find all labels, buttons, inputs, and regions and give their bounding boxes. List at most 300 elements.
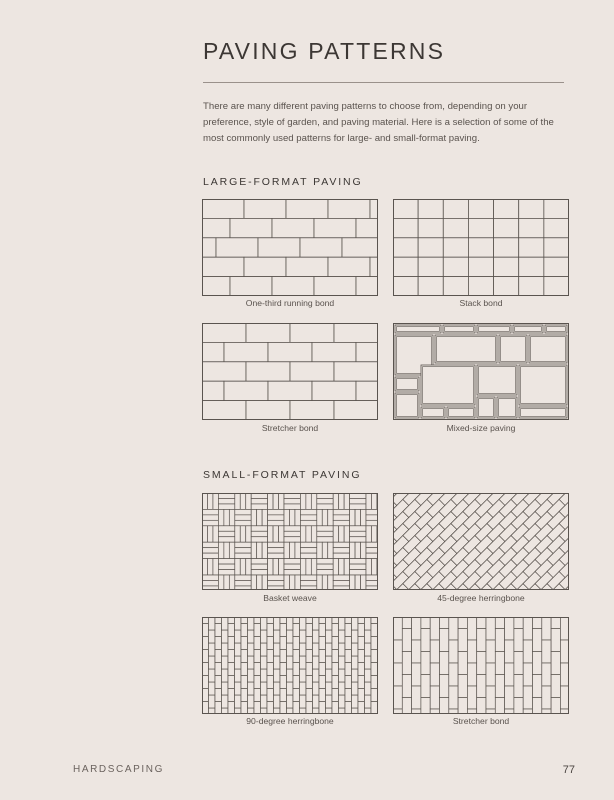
paver <box>228 689 235 702</box>
paver <box>218 537 234 542</box>
paver <box>544 238 569 257</box>
paver <box>370 199 378 218</box>
paver <box>365 656 372 669</box>
paver <box>235 515 251 520</box>
paver <box>393 257 418 276</box>
paver <box>366 520 378 525</box>
paver <box>235 617 242 630</box>
paver <box>326 656 333 669</box>
paver <box>246 493 251 509</box>
paver <box>202 218 230 237</box>
paver <box>268 520 284 525</box>
paver <box>280 650 287 663</box>
paver <box>257 542 262 558</box>
paver <box>284 564 300 569</box>
mixed-size-paving-caption: Mixed-size paving <box>446 423 516 433</box>
paver <box>358 702 365 715</box>
paver <box>230 218 272 237</box>
paver <box>319 689 326 702</box>
paver <box>290 401 334 420</box>
paver <box>300 617 307 630</box>
paver <box>339 656 346 669</box>
paver <box>418 238 443 257</box>
paver <box>328 509 333 525</box>
paver <box>254 702 261 715</box>
paver <box>468 218 493 237</box>
paver <box>443 277 468 296</box>
paver <box>284 531 300 536</box>
herringbone-90-caption: 90-degree herringbone <box>246 716 334 726</box>
paver <box>350 564 366 569</box>
paver <box>235 643 242 656</box>
paver <box>235 656 242 669</box>
paver <box>393 663 402 686</box>
paver <box>202 277 230 296</box>
paver <box>246 362 290 381</box>
paver <box>333 575 349 580</box>
paver <box>314 218 356 237</box>
paver <box>443 325 475 333</box>
paver <box>312 342 356 361</box>
paver <box>284 575 289 590</box>
paver <box>519 257 544 276</box>
paver <box>202 257 244 276</box>
paver <box>402 629 411 652</box>
basket-weave-caption: Basket weave <box>263 593 317 603</box>
paver <box>306 702 313 715</box>
paver <box>261 617 268 630</box>
paver <box>280 637 287 650</box>
paver <box>209 695 216 708</box>
paver <box>352 669 359 682</box>
paver <box>371 650 378 663</box>
paver <box>494 257 519 276</box>
paver <box>213 526 218 542</box>
paver <box>344 493 349 509</box>
paver <box>355 509 360 525</box>
paver <box>300 542 316 547</box>
paver <box>365 643 372 656</box>
paver <box>207 493 212 509</box>
paver <box>279 526 284 542</box>
paver <box>207 559 212 575</box>
paver <box>209 682 216 695</box>
paver <box>402 652 411 675</box>
paver <box>529 335 567 363</box>
paver <box>235 682 242 695</box>
paver <box>402 617 411 629</box>
paver <box>366 548 378 553</box>
paver <box>339 493 344 509</box>
paver <box>202 238 216 257</box>
paver <box>306 493 311 509</box>
paver <box>268 381 312 400</box>
paver <box>209 630 216 643</box>
paver <box>261 682 268 695</box>
paver <box>228 676 235 689</box>
paver <box>209 617 216 630</box>
paver <box>235 580 251 585</box>
paver <box>295 575 300 590</box>
paver <box>366 515 378 520</box>
paver <box>246 559 251 575</box>
paver <box>366 559 371 575</box>
paver <box>241 689 248 702</box>
paver <box>202 553 218 558</box>
paver <box>421 365 475 405</box>
paver <box>284 526 300 531</box>
paver <box>258 238 300 257</box>
paver <box>355 542 360 558</box>
paver <box>371 526 376 542</box>
paver <box>418 199 443 218</box>
paver <box>311 493 316 509</box>
paver <box>468 257 493 276</box>
paver <box>350 542 355 558</box>
paver <box>216 238 258 257</box>
paver <box>350 537 366 542</box>
paver <box>365 669 372 682</box>
paver <box>274 695 281 708</box>
paver <box>326 695 333 708</box>
paver <box>371 493 376 509</box>
paver <box>300 643 307 656</box>
paver <box>371 676 378 689</box>
paver <box>519 365 567 405</box>
paver <box>339 643 346 656</box>
paver <box>240 493 245 509</box>
stretcher-bond-large-pattern <box>202 323 378 420</box>
paver <box>312 381 356 400</box>
stretcher-bond-large-caption: Stretcher bond <box>261 423 319 433</box>
paver <box>519 218 544 237</box>
paver <box>356 381 378 400</box>
paver <box>202 575 218 580</box>
paver <box>313 669 320 682</box>
paver <box>314 277 356 296</box>
paver <box>334 362 378 381</box>
paver <box>215 663 222 676</box>
paver <box>251 542 256 558</box>
paver <box>254 689 261 702</box>
paver <box>222 695 229 708</box>
paver <box>412 617 421 640</box>
paver <box>326 643 333 656</box>
paver <box>268 575 284 580</box>
paver <box>412 663 421 686</box>
paver <box>215 637 222 650</box>
paver <box>268 515 284 520</box>
paver <box>366 509 378 514</box>
paver <box>300 238 342 257</box>
paver <box>284 542 289 558</box>
paver <box>393 686 402 709</box>
paver <box>350 504 366 509</box>
paver <box>279 493 284 509</box>
paver <box>361 509 366 525</box>
paver <box>344 559 349 575</box>
paver <box>332 663 339 676</box>
paver <box>240 526 245 542</box>
paver <box>361 542 366 558</box>
paver <box>218 504 234 509</box>
paver <box>402 675 411 698</box>
paver <box>430 640 439 663</box>
paver <box>261 630 268 643</box>
paver <box>313 643 320 656</box>
paver <box>248 682 255 695</box>
paver <box>358 624 365 637</box>
paver <box>280 624 287 637</box>
paver <box>317 509 322 525</box>
paver <box>262 509 267 525</box>
paver <box>284 537 300 542</box>
paver <box>339 682 346 695</box>
paver <box>222 630 229 643</box>
paver <box>261 643 268 656</box>
paver <box>202 401 246 420</box>
paver <box>339 669 346 682</box>
paver <box>280 689 287 702</box>
paver <box>313 695 320 708</box>
large-format-heading: LARGE-FORMAT PAVING <box>203 176 363 188</box>
paver <box>257 575 262 590</box>
paver <box>317 504 333 509</box>
paver <box>215 689 222 702</box>
paver <box>218 570 234 575</box>
paver <box>418 218 443 237</box>
paver <box>352 695 359 708</box>
paver <box>251 509 256 525</box>
paver <box>235 493 240 509</box>
paver <box>290 362 334 381</box>
stack-bond-caption: Stack bond <box>459 298 503 308</box>
paver <box>300 493 305 509</box>
paver <box>430 663 439 686</box>
paver <box>393 238 418 257</box>
paver <box>273 559 278 575</box>
paver <box>254 624 261 637</box>
paver <box>290 323 334 342</box>
paver <box>209 669 216 682</box>
paver <box>366 580 378 585</box>
paver <box>244 257 286 276</box>
paver <box>366 493 371 509</box>
paver <box>345 663 352 676</box>
paver <box>202 542 218 547</box>
paver <box>202 199 244 218</box>
paver <box>202 362 246 381</box>
intro-paragraph: There are many different paving patterns to choose from, depending on your preference, style of garden, and paving material. Here is a selection of some of the most commonly used patterns for large- and small-format paving. <box>203 101 554 144</box>
paver <box>279 559 284 575</box>
paver <box>355 575 360 590</box>
paver <box>333 580 349 585</box>
paver <box>284 559 300 564</box>
paver <box>287 617 294 630</box>
paver <box>544 218 569 237</box>
paver <box>395 377 419 391</box>
paver <box>393 218 418 237</box>
paver <box>544 257 569 276</box>
paver <box>322 542 327 558</box>
paver <box>268 548 284 553</box>
paver <box>494 238 519 257</box>
paver <box>317 542 322 558</box>
paver <box>412 686 421 709</box>
paver <box>317 531 333 536</box>
paver <box>319 624 326 637</box>
paver <box>272 218 314 237</box>
paver <box>268 493 273 509</box>
paver <box>300 695 307 708</box>
paver <box>202 381 224 400</box>
paver <box>268 509 284 514</box>
paver <box>251 570 267 575</box>
paver <box>350 498 366 503</box>
paver <box>317 570 333 575</box>
paver <box>544 199 569 218</box>
paver <box>273 493 278 509</box>
paver <box>332 624 339 637</box>
paver <box>284 498 300 503</box>
paver <box>267 676 274 689</box>
paver <box>345 689 352 702</box>
paver <box>313 630 320 643</box>
paver <box>293 676 300 689</box>
paver <box>333 548 349 553</box>
paver <box>244 199 286 218</box>
paver <box>251 575 256 590</box>
paver <box>306 624 313 637</box>
paver <box>366 575 378 580</box>
paver <box>322 509 327 525</box>
paver <box>215 650 222 663</box>
paver <box>268 526 273 542</box>
paver <box>248 617 255 630</box>
paver <box>287 630 294 643</box>
paver <box>268 580 284 585</box>
paver <box>333 520 349 525</box>
paver <box>326 682 333 695</box>
mixed-size-paving-pattern <box>393 323 569 420</box>
paver <box>248 695 255 708</box>
paver <box>365 682 372 695</box>
paver <box>545 325 567 333</box>
paver <box>202 323 246 342</box>
paver <box>306 526 311 542</box>
paver <box>350 531 366 536</box>
paver <box>284 509 289 525</box>
paver <box>251 498 267 503</box>
paver <box>443 199 468 218</box>
paver <box>202 342 224 361</box>
paver <box>261 695 268 708</box>
paver <box>345 676 352 689</box>
paver <box>268 542 284 547</box>
paver <box>468 277 493 296</box>
paver <box>319 676 326 689</box>
paver <box>421 675 430 698</box>
paver <box>248 630 255 643</box>
paver <box>235 520 251 525</box>
paver <box>222 617 229 630</box>
paver <box>313 617 320 630</box>
paver <box>468 238 493 257</box>
paver <box>224 509 229 525</box>
paver <box>300 682 307 695</box>
paver <box>311 559 316 575</box>
paver <box>371 637 378 650</box>
paver <box>339 617 346 630</box>
paver <box>272 277 314 296</box>
paver <box>235 575 251 580</box>
paver <box>350 509 355 525</box>
paver <box>421 652 430 675</box>
paver <box>248 656 255 669</box>
paver <box>241 676 248 689</box>
paver <box>235 695 242 708</box>
paver <box>295 509 300 525</box>
paver <box>207 526 212 542</box>
paver <box>366 553 378 558</box>
paver <box>333 553 349 558</box>
paver <box>352 682 359 695</box>
paver <box>241 663 248 676</box>
paver <box>262 542 267 558</box>
paver <box>339 559 344 575</box>
paver <box>267 702 274 715</box>
paver <box>402 698 411 715</box>
paver <box>328 257 370 276</box>
stretcher-bond-small-pattern <box>393 617 569 714</box>
paver <box>251 537 267 542</box>
paver <box>350 559 366 564</box>
paver <box>235 630 242 643</box>
paver <box>267 624 274 637</box>
paver <box>435 335 497 363</box>
paver <box>286 199 328 218</box>
paver <box>229 575 234 590</box>
paver <box>328 542 333 558</box>
paver <box>356 218 378 237</box>
paver <box>284 504 300 509</box>
paver <box>345 650 352 663</box>
herringbone-45-caption: 45-degree herringbone <box>437 593 525 603</box>
paver <box>418 257 443 276</box>
paver <box>248 643 255 656</box>
paver <box>284 570 300 575</box>
paver <box>365 617 372 630</box>
page-title: PAVING PATTERNS <box>203 38 446 64</box>
paver <box>306 676 313 689</box>
paver <box>319 637 326 650</box>
paver <box>544 277 569 296</box>
paver <box>213 493 218 509</box>
paver <box>300 526 305 542</box>
paver <box>334 323 378 342</box>
paver <box>209 656 216 669</box>
paver <box>365 630 372 643</box>
paver <box>228 650 235 663</box>
paver <box>218 559 234 564</box>
paver <box>371 702 378 715</box>
paver <box>246 526 251 542</box>
paver <box>300 520 316 525</box>
paver <box>371 689 378 702</box>
paver <box>306 650 313 663</box>
paver <box>254 663 261 676</box>
paver <box>300 548 316 553</box>
